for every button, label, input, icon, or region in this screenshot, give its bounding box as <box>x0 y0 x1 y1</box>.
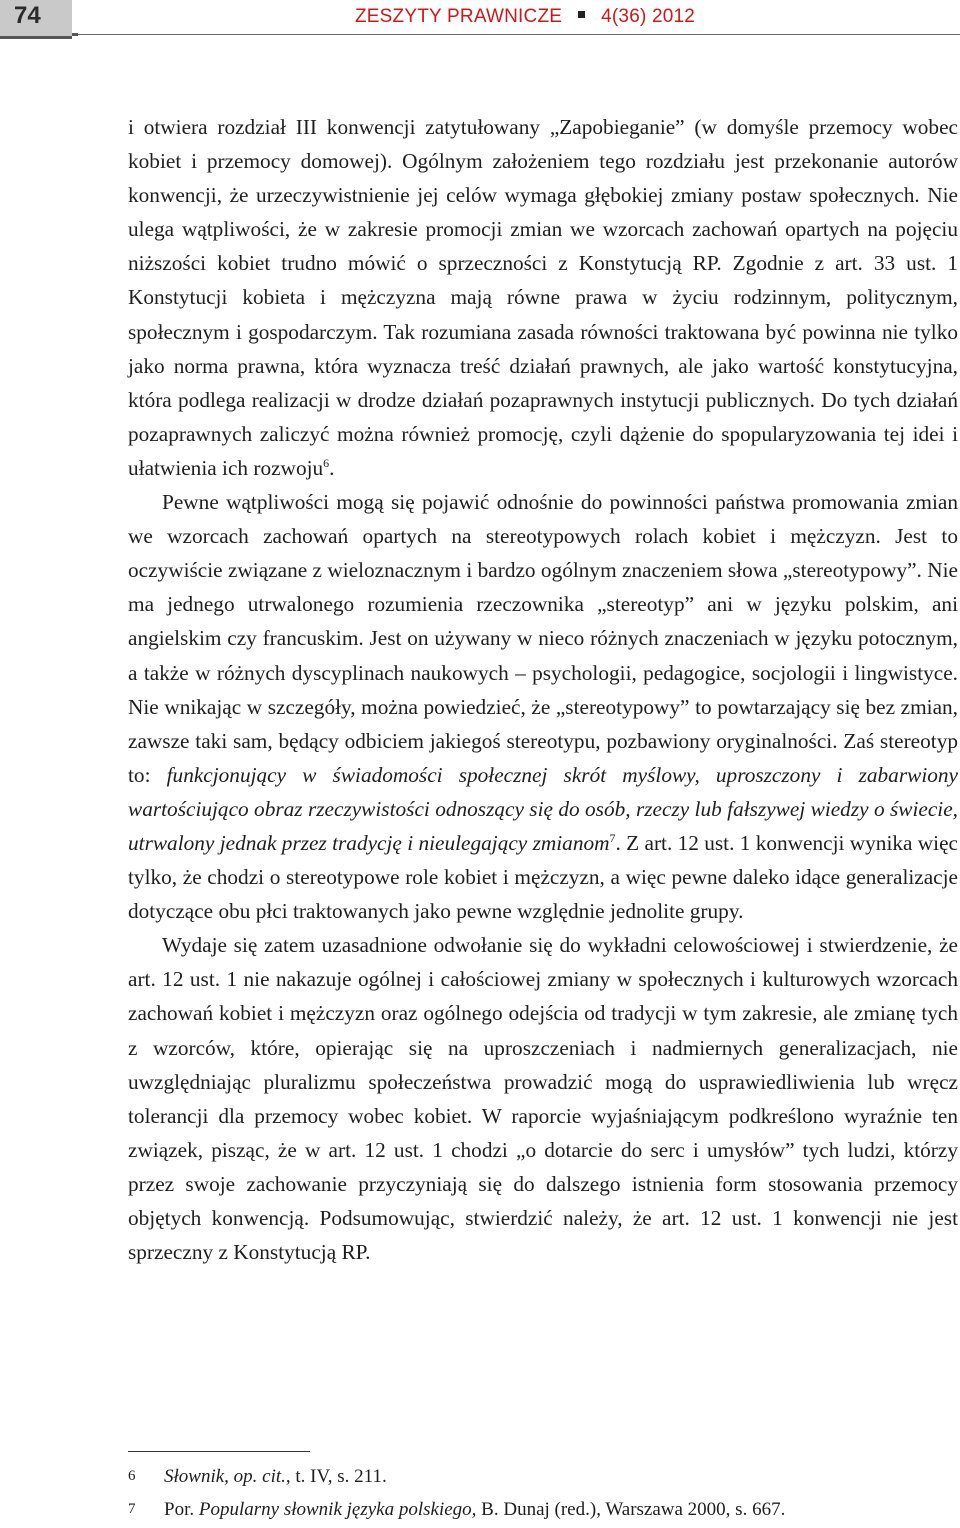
footnote-number: 7 <box>128 1501 136 1517</box>
running-head <box>355 6 695 28</box>
main-text <box>128 110 958 1269</box>
paragraph-3-text: Wydaje się zatem uzasadnione odwołanie się do wykładni celowościowej i stwierdzenie, że art. 12 ust. 1 nie nakazuje ogólnej i całościowej zmiany w społecznych i kulturowych wzorcach zachowań kobiet i mężczyzn oraz ogólnego odejścia od tradycji w tym zakresie, ale zmianę tych z wzorców, które, opierając się na uproszczeniach i nadmiernych generalizacjach, nie uwzględniając pluralizmu społeczeństwa prowadzić mogą do usprawiedliwienia lub wręcz tolerancji dla przemocy wobec kobiet. W raporcie wyjaśniającym podkreślono wyraźnie ten związek, pisząc, że w art. 12 ust. 1 chodzi „o dotarcie do serc i umysłów” tych ludzi, którzy przez swoje zachowanie przyczyniają się do dalszego istnienia form stosowania przemocy objętych konwencją. Podsumowując, stwierdzić należy, że art. 12 ust. 1 konwencji nie jest sprzeczny z Konstytucją RP. <box>128 933 958 1265</box>
footnote-6 <box>128 1460 958 1493</box>
footnote-title: Słownik, op. cit. <box>164 1466 286 1487</box>
paragraph-2 <box>128 485 958 928</box>
separator-square-icon <box>578 11 585 18</box>
paragraph-1-text: i otwiera rozdział III konwencji zatytułowany „Zapobieganie” (w domyśle przemocy wobec kobiet i przemocy domowej). Ogólnym założeniem tego rozdziału jest przekonanie autorów konwencji, że urzeczywistnienie jej celów wymaga głębokiej zmiany postaw społecznych. Nie ulega wątpliwości, że w zakresie promocji zmian we wzorcach zachowań opartych na pojęciu niższości kobiet trudno mówić o sprzeczności z Konstytucją RP. Zgodnie z art. 33 ust. 1 Konstytucji kobieta i mężczyzna mają równe prawa w życiu rodzinnym, politycznym, społecznym i gospodarczym. Tak rozumiana zasada równości traktowana być powinna nie tylko jako norma prawna, która wyznacza treść działań prawnych, ale jako wartość konstytucyjna, która podlega realizacji w drodze działań pozaprawnych instytucji publicznych. Do tych działań pozaprawnych zaliczyć można również promocję, czyli dążenie do spopularyzowania tej idei i ułatwienia ich rozwoju <box>128 115 958 480</box>
page-number: 74 <box>14 2 41 29</box>
paragraph-3 <box>128 928 958 1269</box>
paragraph-2-end: . Z art. 12 ust. 1 konwencji wynika więc tylko, że chodzi o stereotypowe role kobiet i mężczyzn, a więc pewne daleko idące generalizacje dotyczące obu płci traktowanych jako pewne względnie jednolite grupy. <box>128 830 958 924</box>
footnote-prefix: Por. <box>164 1499 199 1520</box>
paragraph-1-end: . <box>329 455 335 480</box>
footnote-ref-7: 7 <box>609 830 616 845</box>
footnote-title: Popularny słownik języka polskiego, <box>198 1499 477 1520</box>
footnote-7 <box>128 1493 958 1526</box>
footnote-ref-6: 6 <box>323 455 330 470</box>
footnote-number: 6 <box>128 1468 136 1484</box>
stereotype-definition: funkcjonujący w świadomości społecznej skrót myślowy, uproszczony i zabarwiony wartościująco obraz rzeczywistości odnoszący się do osób, rzeczy lub fałszywej wiedzy o świecie, utrwalony jednak przez tradycję i nieulegający zmianom <box>128 762 958 855</box>
footnote-separator <box>128 1451 310 1452</box>
paragraph-2-text: Pewne wątpliwości mogą się pojawić odnośnie do powinności państwa promowania zmian we wzorcach zachowań opartych na stereotypowych rolach kobiet i mężczyzn. Jest to oczywiście związane z wieloznacznym i bardzo ogólnym znaczeniem słowa „stereotypowy”. Nie ma jednego utrwalonego rozumienia rzeczownika „stereotyp” ani w języku polskim, ani angielskim czy francuskim. Jest on używany w nieco różnych znaczeniach w języku potocznym, a także w różnych dyscyplinach naukowych – psychologii, pedagogice, socjologii i lingwistyce. Nie wnikając w szczegóły, można powiedzieć, że „stereotypowy” to powtarzający się bez zmian, zawsze taki sam, będący odbiciem jakiegoś stereotypu, pozbawiony oryginalności. Zaś stereotyp to: <box>128 490 958 787</box>
journal-title: ZESZYTY PRAWNICZE <box>355 6 563 27</box>
footnote-text: B. Dunaj (red.), Warszawa 2000, s. 667. <box>476 1499 786 1520</box>
footnotes <box>128 1460 958 1526</box>
page-number-tab <box>0 0 72 39</box>
footnote-text: , t. IV, s. 211. <box>285 1466 387 1487</box>
issue-number: 4(36) 2012 <box>601 6 696 27</box>
header-rule <box>78 34 960 35</box>
paragraph-1 <box>128 110 958 485</box>
page-header <box>0 0 960 50</box>
